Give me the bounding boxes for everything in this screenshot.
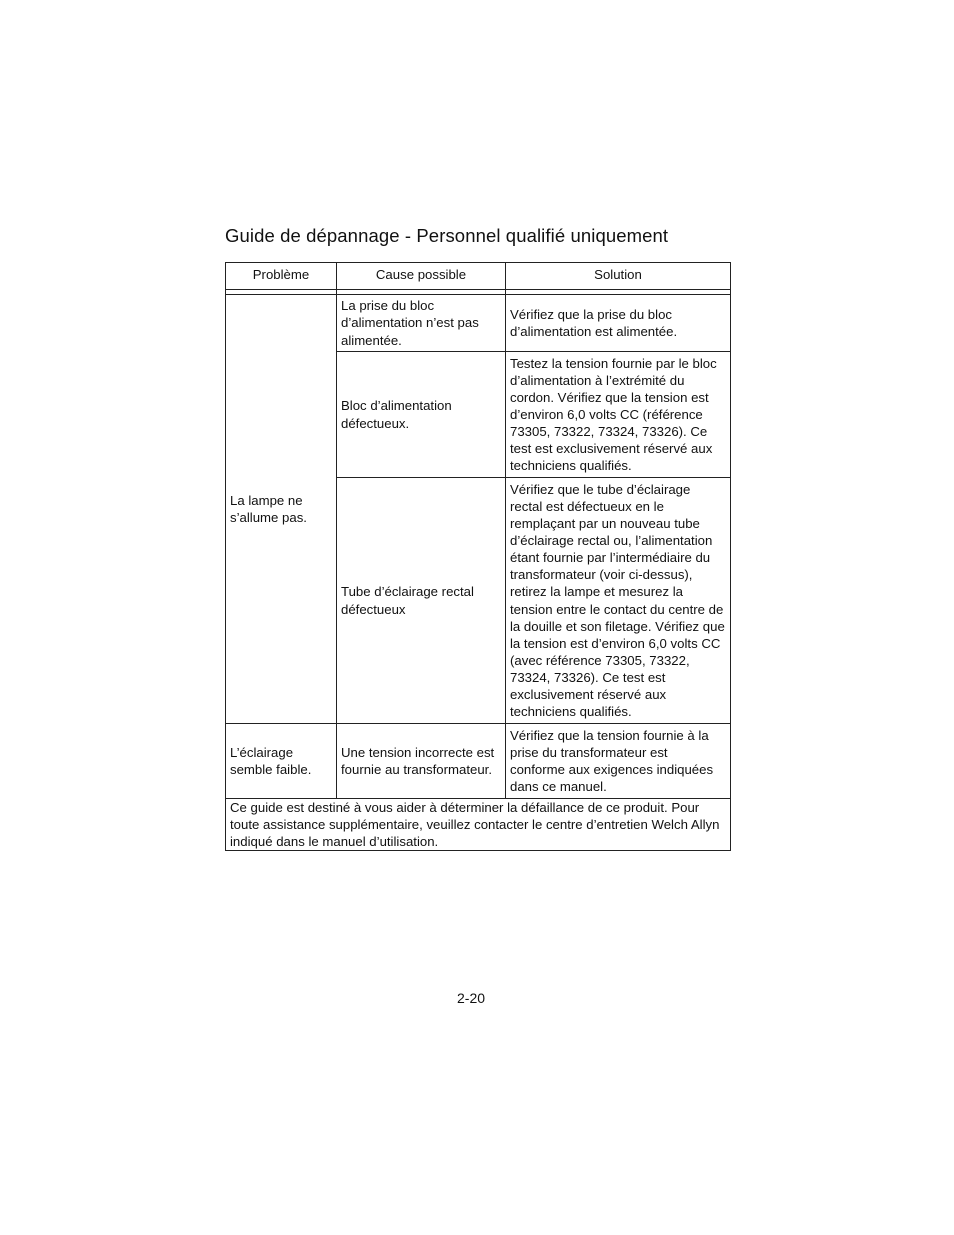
cause-cell: Une tension incorrecte est fournie au transformateur.	[337, 724, 506, 799]
header-solution: Solution	[506, 263, 731, 290]
page-number: 2-20	[457, 990, 486, 1006]
solution-cell: Vérifiez que la prise du bloc d’alimentation est alimentée.	[506, 295, 731, 352]
solution-cell: Vérifiez que la tension fournie à la prise du transformateur est conforme aux exigences indiquées dans ce manuel.	[506, 724, 731, 799]
table-row	[226, 295, 731, 352]
cause-cell: Bloc d’alimentation défectueux.	[337, 352, 506, 478]
header-cause: Cause possible	[337, 263, 506, 290]
problem-cell: L’éclairage semble faible.	[226, 724, 337, 799]
solution-cell: Vérifiez que le tube d’éclairage rectal est défectueux en le remplaçant par un nouveau tube d’éclairage rectal ou, l’alimentation étant fournie par l’intermédiaire du transformateur (voir ci-dessus), retirez la lampe et mesurez la tension entre le contact du centre de la douille et son filetage. Vérifiez que la tension est d’environ 6,0 volts CC (avec référence 73305, 73322, 73324, 73326). Ce test est exclusivement réservé aux techniciens qualifiés.	[506, 478, 731, 724]
cause-cell: Tube d’éclairage rectal défectueux	[337, 478, 506, 724]
note-row	[226, 799, 731, 851]
troubleshooting-table	[225, 262, 731, 851]
page-title: Guide de dépannage - Personnel qualifié uniquement	[225, 225, 669, 246]
header-problem: Problème	[226, 263, 337, 290]
problem-cell: La lampe ne s’allume pas.	[226, 295, 337, 724]
table-header-row	[226, 263, 731, 290]
table-row	[226, 724, 731, 799]
cause-cell: La prise du bloc d’alimentation n’est pas alimentée.	[337, 295, 506, 352]
solution-cell: Testez la tension fournie par le bloc d’alimentation à l’extrémité du cordon. Vérifiez que la tension est d’environ 6,0 volts CC (référence 73305, 73322, 73324, 73326). Ce test est exclusivement réservé aux techniciens qualifiés.	[506, 352, 731, 478]
note-cell: Ce guide est destiné à vous aider à déterminer la défaillance de ce produit. Pour toute assistance supplémentaire, veuillez contacter le centre d’entretien Welch Allyn indiqué dans le manuel d’utilisation.	[226, 799, 731, 851]
